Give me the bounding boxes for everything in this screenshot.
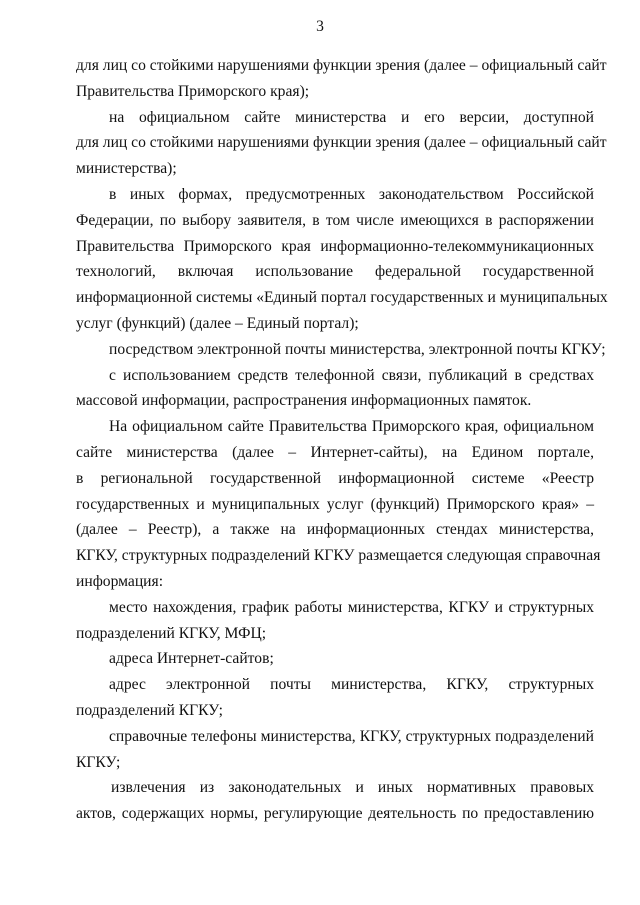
- paragraph: [76, 724, 594, 776]
- text-line: КГКУ, структурных подразделений КГКУ размещается следующая справочная: [76, 547, 601, 565]
- text-line: информационной системы «Единый портал государственных и муниципальных: [76, 289, 608, 307]
- text-line: массовой информации, распространения информационных памяток.: [76, 392, 532, 410]
- text-line: (далее – Реестр), а также на информационных стендах министерства,: [76, 521, 594, 539]
- paragraph: [76, 53, 607, 105]
- paragraph: [76, 414, 601, 595]
- paragraph: [76, 182, 608, 337]
- text-line: Правительства Приморского края информационно-телекоммуникационных: [76, 237, 594, 255]
- text-line: для лиц со стойкими нарушениями функции зрения (далее – официальный сайт: [76, 57, 607, 74]
- text-line: подразделений КГКУ, МФЦ;: [76, 624, 267, 642]
- paragraph: [76, 595, 594, 647]
- text-line: подразделений КГКУ;: [76, 701, 223, 719]
- paragraph: [76, 363, 594, 415]
- text-line: Правительства Приморского края);: [76, 82, 310, 100]
- text-line: адреса Интернет-сайтов;: [109, 650, 274, 668]
- text-line: в региональной государственной информационной системе «Реестр: [76, 469, 594, 487]
- text-line: посредством электронной почты министерства, электронной почты КГКУ;: [109, 340, 606, 358]
- text-line: адрес электронной почты министерства, КГКУ, структурных: [109, 676, 594, 694]
- text-line: государственных и муниципальных услуг (функций) Приморского края» –: [76, 495, 594, 513]
- text-line: КГКУ;: [76, 753, 121, 771]
- text-line: на официальном сайте министерства и его версии, доступной: [109, 108, 594, 126]
- text-line: информация:: [76, 572, 164, 590]
- paragraph: [76, 672, 594, 724]
- text-line: место нахождения, график работы министерства, КГКУ и структурных: [109, 598, 594, 616]
- document-body: [76, 53, 608, 827]
- text-line: в иных формах, предусмотренных законодательством Российской: [109, 185, 594, 203]
- text-line: услуг (функций) (далее – Единый портал);: [76, 314, 359, 332]
- paragraph: [76, 337, 606, 363]
- text-line: сайте министерства (далее – Интернет-сайты), на Едином портале,: [76, 443, 594, 461]
- text-line: технологий, включая использование федеральной государственной: [76, 263, 594, 281]
- text-line: На официальном сайте Правительства Приморского края, официальном: [109, 418, 594, 436]
- paragraph: [76, 775, 594, 827]
- page-number: 3: [316, 18, 324, 35]
- text-line: извлечения из законодательных и иных нормативных правовых: [111, 779, 594, 797]
- paragraph: [76, 105, 607, 182]
- text-line: министерства);: [76, 160, 177, 178]
- text-line: справочные телефоны министерства, КГКУ, структурных подразделений: [109, 727, 594, 745]
- text-line: для лиц со стойкими нарушениями функции зрения (далее – официальный сайт: [76, 134, 607, 152]
- text-line: с использованием средств телефонной связи, публикаций в средствах: [109, 366, 594, 384]
- text-line: актов, содержащих нормы, регулирующие деятельность по предоставлению: [76, 805, 594, 823]
- paragraph: [76, 646, 594, 672]
- text-line: Федерации, по выбору заявителя, в том числе имеющихся в распоряжении: [76, 211, 594, 229]
